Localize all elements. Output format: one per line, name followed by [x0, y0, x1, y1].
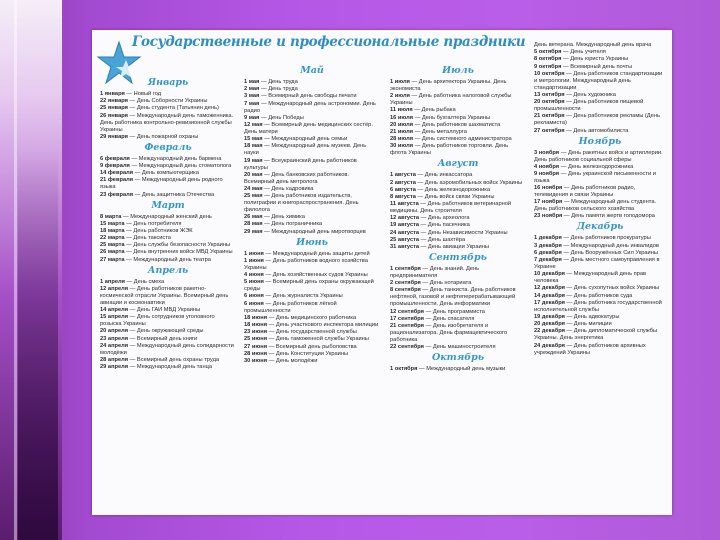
month-heading: Сентябрь: [429, 252, 487, 263]
holiday-entry: 24 декабря — День работников архивных учреждений Украины: [534, 342, 646, 356]
holiday-entry: 9 ноября — День украинской письменности и языка: [534, 170, 656, 184]
holiday-entry: 1 октября — Международный день музыки: [390, 366, 506, 373]
holiday-entry: 29 января — День пожарной охраны: [100, 133, 199, 140]
holiday-entry: 6 декабря — День Вооружённых Сил Украины: [534, 249, 658, 256]
holiday-entry: 19 августа — День пасечника: [390, 222, 470, 229]
holiday-entry: 1 сентября — День знаний. День предпринимателя: [390, 266, 480, 279]
holiday-entry: 14 декабря — День работников суда: [534, 292, 633, 299]
holiday-entry: 1 апреля — День смеха: [100, 278, 165, 285]
holiday-entry: 29 апреля — Международный день танца: [100, 364, 213, 371]
document-title: Государственные и профессиональные праздники: [132, 34, 526, 50]
holiday-entry: 30 июня — День молодёжи: [244, 357, 318, 364]
holiday-entry: 31 августа — День авиации Украины: [390, 244, 489, 250]
holiday-entry: 4 июня — День хозяйственных судов Украины: [244, 272, 368, 278]
holiday-entry: 11 августа — День работников ветеринарной медицины. День строителя: [390, 201, 512, 215]
holiday-entry: 22 декабря — День дипломатической службы Украины. День энергетика: [534, 328, 658, 342]
holiday-entry: 6 июня — День журналиста Украины: [244, 293, 343, 300]
holiday-entry: 29 мая — Международный день миротворцев: [244, 228, 366, 235]
holiday-entry: 28 июля — День системного администратора: [390, 136, 512, 143]
holiday-entry: 23 апреля — Всемирный день книги: [100, 335, 198, 342]
holiday-entry: 2 августа — День аэромобильных войск Украины: [390, 179, 523, 186]
holiday-entry: 21 февраля — Международный день родного языка: [100, 177, 223, 191]
holiday-entry: 9 мая — День Победы: [244, 114, 304, 121]
column-may-jun: [244, 64, 380, 365]
month-heading: Май: [300, 65, 324, 76]
month-heading: Июль: [442, 65, 474, 76]
holiday-entry: 1 мая — День труда: [244, 79, 298, 85]
holiday-entry: 9 октября — Всемирный день почты: [534, 63, 633, 70]
holiday-entry: 8 марта — Международный женский день: [100, 213, 212, 220]
holiday-entry: 18 июня — День медицинского работника: [244, 314, 357, 321]
holiday-entry: 20 июля — День работников шахматиста: [390, 121, 501, 128]
holiday-entry: 1 января — Новый год: [100, 91, 162, 97]
holiday-entry: 20 мая — День банковских работников. Всемирный день метролога: [244, 171, 349, 185]
holiday-entry: 20 апреля — День окружающей среды: [100, 328, 204, 335]
holiday-entry: 25 августа — День шахтёра: [390, 236, 466, 243]
holiday-entry: 20 декабря — День милиции: [534, 321, 612, 328]
decorative-side-stripe: [0, 0, 62, 540]
holiday-entry: 26 мая — День химика: [244, 214, 305, 221]
holiday-entry: 5 июня — Всемирный день охраны окружающей среды: [244, 279, 374, 293]
holiday-entry: 28 апреля — Всемирный день охраны труда: [100, 356, 220, 363]
holiday-entry: 12 мая — Всемирный день медицинских сестёр. День матери: [244, 121, 373, 135]
holiday-entry: 19 декабря — День адвокатуры: [534, 313, 620, 320]
holiday-entry: День ветерана. Международный день врача: [534, 42, 652, 48]
holiday-entry: 16 июля — День бухгалтера Украины: [390, 114, 491, 121]
holiday-entry: 14 февраля — День компьютерщика: [100, 170, 199, 177]
holiday-entry: 20 октября — День работников пищевой промышленности: [534, 99, 644, 113]
holiday-entry: 23 июня — День государственной службы: [244, 329, 357, 336]
holiday-entry: 3 мая — Всемирный день свободы печати: [244, 93, 357, 100]
holiday-entry: 12 апреля — День работников ракетно-космической отрасли Украины. Всемирный день авиации и космонавтики: [100, 285, 229, 306]
month-heading: Апрель: [147, 264, 189, 276]
month-heading: Июнь: [296, 236, 328, 248]
holiday-entry: 7 мая — Международный день астрономии. День радио: [244, 100, 376, 114]
holiday-entry: 21 сентября — День изобретателя и рационализатора. День фармацевтического работника: [390, 322, 508, 343]
month-heading: Октябрь: [431, 352, 485, 364]
holiday-entry: 5 октября — День учителя: [534, 49, 606, 56]
holiday-entry: 25 мая — День работников издательств, полиграфии и книгораспространения. День филолога: [244, 193, 359, 214]
holiday-entry: 22 марта — День таксиста: [100, 235, 171, 242]
holiday-entry: 18 мая — Международный день музеев. День науки: [244, 143, 367, 157]
holiday-entry: 30 июля — День работников торговли. День флота Украины: [390, 143, 509, 157]
holiday-entry: 24 мая — День кадровика: [244, 185, 314, 192]
holiday-entry: 28 июня — День Конституции Украины: [244, 350, 349, 357]
holiday-entry: 27 марта — Международный день театра: [100, 256, 211, 263]
holiday-entry: 10 октября — День работников стандартизации и метрологии. Международный день стандартизации: [534, 70, 663, 91]
column-jul-oct: [390, 64, 526, 373]
holiday-entry: 21 июля — День металлурга: [390, 128, 467, 135]
holiday-entry: 27 июня — Всемирный день рыболовства: [244, 343, 357, 350]
month-heading: Ноябрь: [578, 135, 622, 147]
holiday-entry: 28 мая — День пограничника: [244, 221, 323, 228]
holiday-entry: 17 декабря — День работника государственной исполнительной службы: [534, 299, 662, 313]
holiday-entry: 15 марта — День потребителя: [100, 220, 182, 227]
holiday-entry: 2 мая — День труда: [244, 86, 298, 93]
holiday-entry: 21 октября — День работников рекламы (День рекламиста): [534, 113, 660, 127]
holiday-entry: 6 августа — День железнодорожника: [390, 186, 491, 193]
holiday-entry: 10 декабря — Международный день прав человека: [534, 271, 647, 285]
holiday-entry: 26 марта — День внутренних войск МВД Украины: [100, 249, 233, 256]
holiday-entry: 25 июня — День таможенной службы Украины: [244, 336, 369, 343]
holiday-entry: 22 сентября — День машиностроителя: [390, 344, 496, 351]
holiday-entry: 1 августа — День инкассатора: [390, 172, 473, 179]
holiday-entry: 23 ноября — День памяти жертв голодомора: [534, 213, 655, 220]
month-heading: Январь: [147, 77, 189, 88]
holiday-entry: 8 августа — День войск связи Украины: [390, 193, 495, 200]
holiday-entry: 16 ноября — День работников радио, телевидения и связи Украины: [534, 185, 636, 199]
holiday-entry: 9 февраля — Международный день стоматолога: [100, 162, 232, 169]
holiday-entry: 19 мая — Всеукраинский день работников культуры: [244, 157, 357, 171]
holiday-entry: 15 мая — Международный день семьи: [244, 136, 348, 143]
holiday-entry: 27 октября — День автомобилиста: [534, 127, 629, 134]
holiday-entry: 18 марта — День работников ЖЭК: [100, 227, 193, 234]
holiday-entry: 12 сентября — День программиста: [390, 308, 485, 315]
holiday-entry: 18 июня — День участкового инспектора милиции: [244, 321, 379, 328]
holiday-entry: 25 января — День студента (Татьянин день): [100, 105, 219, 112]
holiday-entry: 6 июня — День работников лёгкой промышленности: [244, 300, 337, 314]
holiday-entry: 3 декабря — Международный день инвалидов: [534, 242, 659, 249]
holiday-entry: 14 апреля — День ГАИ МВД Украины: [100, 307, 201, 313]
holiday-entry: 11 июля — День рыбака: [390, 107, 456, 114]
month-heading: Февраль: [144, 141, 192, 153]
holiday-entry: 1 июня — День работников водного хозяйства Украины: [244, 257, 368, 271]
holiday-entry: 24 августа — День Независимости Украины: [390, 229, 508, 236]
holiday-entry: 8 сентября — День танкиста. День работников нефтяной, газовой и нефтеперерабатывающей промышленности. День информатики: [390, 287, 516, 308]
stripe-shadow: [18, 150, 58, 540]
month-heading: Декабрь: [576, 221, 624, 233]
holiday-entry: 24 апреля — Международный день солидарности молодёжи: [100, 342, 234, 356]
holiday-entry: 1 июня — Международный день защиты детей: [244, 250, 370, 257]
holiday-entry: 15 апреля — День сотрудников уголовного розыска Украины: [100, 314, 215, 328]
holiday-entry: 3 ноября — День ракетных войск и артиллерии. День работников социальной сферы: [534, 149, 663, 163]
month-heading: Август: [437, 158, 479, 170]
holiday-entry: 22 января — День Соборности Украины: [100, 98, 208, 105]
column-jan-apr: [100, 76, 236, 371]
holiday-entry: 25 марта — День службы безопасности Украины: [100, 242, 231, 249]
holiday-entry: 12 декабря — День сухопутных войск Украины: [534, 285, 660, 292]
holiday-entry: 17 ноября — Международный день студента. День работников сельского хозяйства: [534, 199, 657, 213]
holiday-entry: 17 сентября — День спасателя: [390, 315, 475, 322]
holiday-entry: 1 июля — День архитектора Украины. День экономиста: [390, 79, 507, 92]
month-heading: Март: [151, 199, 185, 211]
holiday-entry: 26 января — Международный день таможенника. День работника контрольно-ревизионной службы Украины: [100, 112, 234, 133]
holiday-entry: 8 октября — День юриста Украины: [534, 56, 629, 63]
holiday-entry: 1 декабря — День работников прокуратуры: [534, 235, 651, 242]
column-oct-dec: [534, 42, 666, 357]
holiday-entry: 13 октября — День художника: [534, 91, 616, 98]
holiday-entry: 2 июля — День работника налоговой службы Украины: [390, 93, 512, 107]
stripe-highlight-line: [14, 0, 17, 540]
holiday-entry: 23 февраля — День защитника Отечества: [100, 191, 215, 198]
holiday-calendar-document: [92, 30, 672, 515]
holiday-entry: 2 сентября — День нотариата: [390, 280, 472, 287]
holiday-entry: 4 ноября — День железнодорожника: [534, 163, 634, 170]
holiday-entry: 6 февраля — Международный день бармена: [100, 155, 222, 162]
holiday-entry: 12 августа — День археолога: [390, 215, 470, 222]
holiday-entry: 7 декабря — День местного самоуправления в Украине: [534, 257, 660, 270]
